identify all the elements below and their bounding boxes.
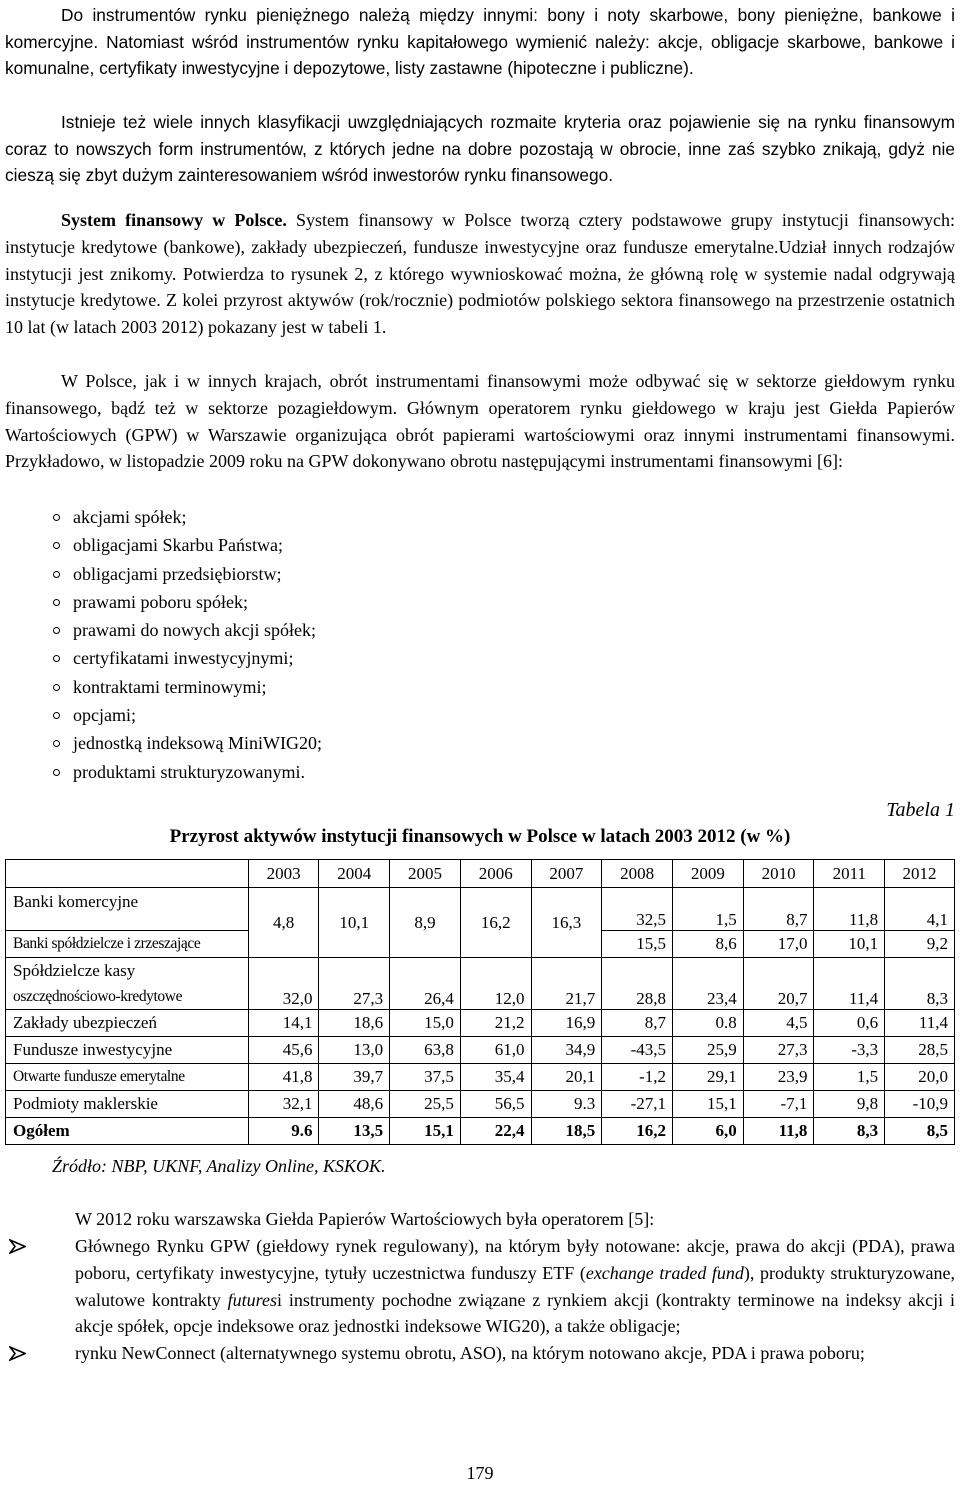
list-item: jednostką indeksową MiniWIG20;	[0, 729, 322, 757]
table-row	[6, 958, 955, 1010]
bullet-icon	[53, 684, 60, 691]
table-cell: 25,9	[673, 1037, 744, 1064]
table-cell: 23,4	[673, 958, 744, 1010]
table-cell: -1,2	[602, 1064, 673, 1091]
page-number: 179	[466, 1463, 494, 1483]
table-cell: 17,0	[743, 931, 814, 958]
table-cell: 14,1	[248, 1010, 319, 1037]
table-cell: 32,1	[248, 1091, 319, 1118]
table-cell: 8,5	[885, 1118, 955, 1145]
table-cell: 48,6	[319, 1091, 390, 1118]
table-label: Tabela 1	[886, 799, 955, 821]
bullet-icon	[53, 542, 60, 549]
table-cell: 35,4	[460, 1064, 531, 1091]
table-cell: 39,7	[319, 1064, 390, 1091]
list-item: prawami poboru spółek;	[0, 588, 322, 616]
table-cell: 8,3	[885, 958, 955, 1010]
paragraph-financial-system	[5, 207, 955, 341]
table-cell: 16,2	[460, 888, 531, 958]
table-cell: 9,2	[885, 931, 955, 958]
table-title: Przyrost aktywów instytucji finansowych w Polsce w latach 2003 2012 (w %)	[169, 826, 791, 847]
table-cell: 32,5	[602, 888, 673, 931]
list-item: produktami strukturyzowanymi.	[0, 758, 322, 786]
bullet-icon	[53, 655, 60, 662]
table-cell: 16,3	[531, 888, 602, 958]
bullet-icon	[53, 599, 60, 606]
list-item: rynku NewConnect (alternatywnego systemu obrotu, ASO), na którym notowano akcje, PDA i prawa poboru;	[5, 1340, 955, 1367]
list-item: prawami do nowych akcji spółek;	[0, 616, 322, 644]
table-cell: 1,5	[673, 888, 744, 931]
row-label-total: Ogółem	[6, 1118, 249, 1145]
table-cell: 4,5	[743, 1010, 814, 1037]
table-cell: 22,4	[460, 1118, 531, 1145]
row-label-skok: Spółdzielcze kasy oszczędnościowo-kredytowe	[6, 958, 249, 1010]
table-cell: 0.8	[673, 1010, 744, 1037]
table-cell: 15,0	[390, 1010, 461, 1037]
bullet-icon	[53, 740, 60, 747]
table-cell: 16,9	[531, 1010, 602, 1037]
table-cell: 18,5	[531, 1118, 602, 1145]
instrument-list	[0, 503, 322, 786]
table-cell: 9,8	[814, 1091, 885, 1118]
year-header: 2011	[814, 860, 885, 888]
row-label: Podmioty maklerskie	[6, 1091, 249, 1118]
table-cell: 15,1	[390, 1118, 461, 1145]
list-item: certyfikatami inwestycyjnymi;	[0, 644, 322, 672]
table-cell: 13,0	[319, 1037, 390, 1064]
table-cell: 18,6	[319, 1010, 390, 1037]
list-item: obligacjami przedsiębiorstw;	[0, 560, 322, 588]
table-row	[6, 1010, 955, 1037]
bullet-icon	[53, 712, 60, 719]
list-item: Głównego Rynku GPW (giełdowy rynek regulowany), na którym były notowane: akcje, prawa do akcji (PDA), prawa poboru, certyfikaty inwestycyjne, tytuły uczestnictwa funduszy ETF (exchange traded fund), produkty strukturyzowane, walutowe kontrakty futuresi instrumenty pochodne związane z rynkiem akcji (kontrakty terminowe na indeksy akcji i akcje spółek, opcje indeksowe oraz jednostki indeksowe WIG20), a także obligacje;	[5, 1233, 955, 1340]
assets-growth-table	[5, 859, 955, 1145]
table-cell: -3,3	[814, 1037, 885, 1064]
table-cell: 1,5	[814, 1064, 885, 1091]
table-cell: 9.6	[248, 1118, 319, 1145]
table-cell: 28,8	[602, 958, 673, 1010]
bullet-icon	[53, 571, 60, 578]
row-label: Otwarte fundusze emerytalne	[6, 1064, 249, 1091]
table-cell: 9.3	[531, 1091, 602, 1118]
table-cell: -27,1	[602, 1091, 673, 1118]
bullet-icon	[53, 514, 60, 521]
table-cell: 8,7	[743, 888, 814, 931]
year-header: 2009	[673, 860, 744, 888]
table-cell: 8,6	[673, 931, 744, 958]
table-cell: 4,8	[248, 888, 319, 958]
table-cell: 11,4	[814, 958, 885, 1010]
table-cell: 13,5	[319, 1118, 390, 1145]
table-row	[6, 1064, 955, 1091]
table-cell: 56,5	[460, 1091, 531, 1118]
arrow-bullet-icon	[9, 1346, 26, 1361]
table-cell: 27,3	[319, 958, 390, 1010]
list-item: akcjami spółek;	[0, 503, 322, 531]
table-cell: 37,5	[390, 1064, 461, 1091]
table-cell: -10,9	[885, 1091, 955, 1118]
table-cell: 6,0	[673, 1118, 744, 1145]
paragraph-gpw-trading: W Polsce, jak i w innych krajach, obrót instrumentami finansowymi może odbywać się w sektorze giełdowym rynku finansowego, bądź też w sektorze pozagiełdowym. Głównym operatorem rynku giełdowego w kraju jest Giełda Papierów Wartościowych (GPW) w Warszawie organizująca obrót papierami wartościowymi oraz innymi instrumentami finansowymi. Przykładowo, w listopadzie 2009 roku na GPW dokonywano obrotu następującymi instrumentami finansowymi [6]:	[5, 371, 955, 472]
row-label: Zakłady ubezpieczeń	[6, 1010, 249, 1037]
table-cell: 26,4	[390, 958, 461, 1010]
table-row	[6, 1037, 955, 1064]
table-cell: 11,4	[885, 1010, 955, 1037]
table-cell: 20,1	[531, 1064, 602, 1091]
list-item: opcjami;	[0, 701, 322, 729]
year-header: 2010	[743, 860, 814, 888]
table-cell: -43,5	[602, 1037, 673, 1064]
row-label-commercial-banks: Banki komercyjne	[6, 888, 249, 931]
year-header: 2003	[248, 860, 319, 888]
table-cell: 27,3	[743, 1037, 814, 1064]
table-cell: 15,1	[673, 1091, 744, 1118]
table-cell: 61,0	[460, 1037, 531, 1064]
table-cell: -7,1	[743, 1091, 814, 1118]
table-cell: 29,1	[673, 1064, 744, 1091]
table-cell: 0,6	[814, 1010, 885, 1037]
table-cell: 21,7	[531, 958, 602, 1010]
year-header: 2005	[390, 860, 461, 888]
row-label: Fundusze inwestycyjne	[6, 1037, 249, 1064]
table-cell: 16,2	[602, 1118, 673, 1145]
table-source: Źródło: NBP, UKNF, Analizy Online, KSKOK.	[52, 1156, 386, 1176]
table-cell: 34,9	[531, 1037, 602, 1064]
arrow-bullet-icon	[9, 1239, 26, 1254]
table-cell: 15,5	[602, 931, 673, 958]
table-row	[6, 888, 955, 931]
table-cell: 11,8	[814, 888, 885, 931]
paragraph-other-classifications: Istnieje też wiele innych klasyfikacji uwzględniających rozmaite kryteria oraz pojawienie się na rynku finansowym coraz to nowszych form instrumentów, z których jedne na dobre pozostają w obrocie, inne zaś szybko znikają, gdyż nie cieszą się zbyt dużym zainteresowaniem wśród inwestorów rynku finansowego.	[5, 112, 955, 185]
year-header: 2006	[460, 860, 531, 888]
year-header: 2007	[531, 860, 602, 888]
row-label-cooperative-banks: Banki spółdzielcze i zrzeszające	[6, 931, 249, 958]
table-header-row	[6, 860, 955, 888]
table-cell: 12,0	[460, 958, 531, 1010]
table-cell: 8,9	[390, 888, 461, 958]
table-row	[6, 1091, 955, 1118]
paragraph-money-market-instruments: Do instrumentów rynku pieniężnego należą między innymi: bony i noty skarbowe, bony pieniężne, bankowe i komercyjne. Natomiast wśród instrumentów rynku kapitałowego wymienić należy: akcje, obligacje skarbowe, bankowe i komunalne, certyfikaty inwestycyjne i depozytowe, listy zastawne (hipoteczne i publiczne).	[5, 5, 955, 78]
table-cell: 32,0	[248, 958, 319, 1010]
table-cell: 25,5	[390, 1091, 461, 1118]
list-item: obligacjami Skarbu Państwa;	[0, 531, 322, 559]
table-total-row	[6, 1118, 955, 1145]
year-header: 2012	[885, 860, 955, 888]
table-cell: 23,9	[743, 1064, 814, 1091]
table-cell: 10,1	[814, 931, 885, 958]
table-cell: 20,0	[885, 1064, 955, 1091]
list-item: kontraktami terminowymi;	[0, 673, 322, 701]
table-cell: 63,8	[390, 1037, 461, 1064]
table-corner-cell	[6, 860, 249, 888]
market-list	[5, 1233, 955, 1367]
table-cell: 21,2	[460, 1010, 531, 1037]
paragraph-financial-system-body: System finansowy w Polsce tworzą cztery podstawowe grupy instytucji finansowych: instytucje kredytowe (bankowe), zakłady ubezpieczeń, fundusze inwestycyjne oraz fundusze emerytalne.Udział innych rodzajów instytucji jest znikomy. Potwierdza to rysunek 2, z którego wywnioskować można, że główną rolę w systemie nadal odgrywają instytucje kredytowe. Z kolei przyrost aktywów (rok/rocznie) podmiotów polskiego sektora finansowego na przestrzenie ostatnich 10 lat (w latach 2003 2012) pokazany jest w tabeli 1.	[5, 210, 955, 338]
year-header: 2004	[319, 860, 390, 888]
table-cell: 8,3	[814, 1118, 885, 1145]
table-cell: 8,7	[602, 1010, 673, 1037]
paragraph-gpw-operator: W 2012 roku warszawska Giełda Papierów Wartościowych była operatorem [5]:	[75, 1209, 655, 1229]
bullet-icon	[53, 769, 60, 776]
bullet-icon	[53, 627, 60, 634]
year-header: 2008	[602, 860, 673, 888]
table-cell: 28,5	[885, 1037, 955, 1064]
section-heading: System finansowy w Polsce.	[61, 210, 287, 230]
table-cell: 45,6	[248, 1037, 319, 1064]
table-cell: 41,8	[248, 1064, 319, 1091]
table-cell: 4,1	[885, 888, 955, 931]
table-cell: 10,1	[319, 888, 390, 958]
table-cell: 11,8	[743, 1118, 814, 1145]
table-cell: 20,7	[743, 958, 814, 1010]
